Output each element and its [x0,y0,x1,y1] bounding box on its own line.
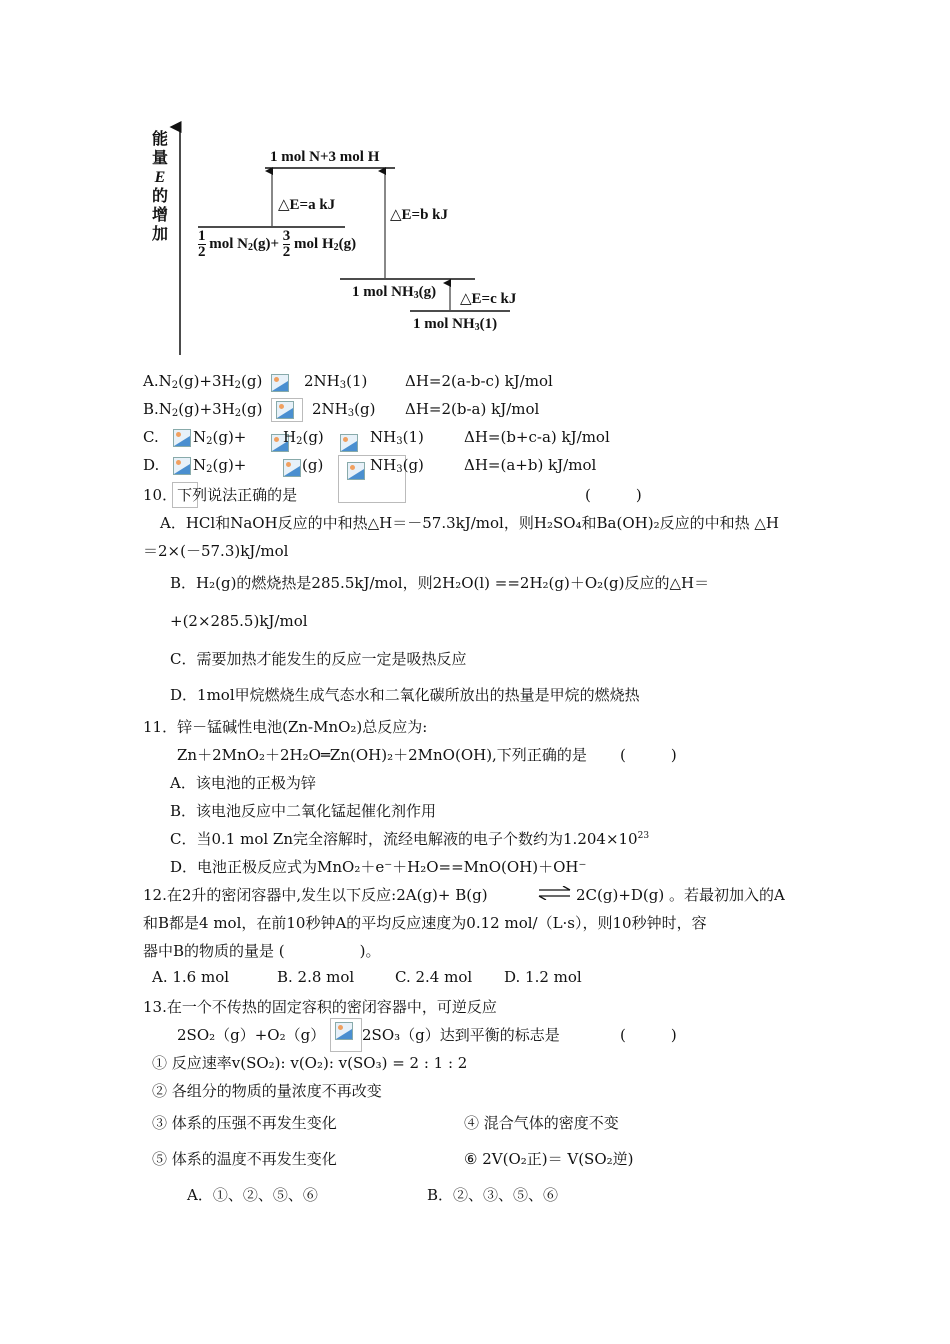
q11-option-c: C．当0.1 mol Zn完全溶解时，流经电解液的电子个数约为$1.204\times 10^{23}$ [170,830,650,848]
q11-option-d: D．电池正极反应式为MnO₂＋e⁻＋H₂O==MnO(OH)＋OH⁻ [170,858,587,876]
q12-option-a: A. 1.6 mol [152,968,230,986]
equilibrium-arrow-image-icon [276,401,294,419]
q9-option-c: C. [143,428,159,446]
q12-line-1b: 2C(g)+D(g) 。若最初加入的A [576,886,785,904]
q12-line-3: 器中B的物质的量是 ( )。 [143,942,381,960]
q10-option-b-cont: +(2×285.5)kJ/mol [170,612,308,630]
q10-answer-paren: ( ) [585,486,642,504]
q9-option-b: $B.N_2(g)+3H_2(g)$ [143,400,263,419]
nh3-liquid-label: 1 mol $NH_3(1)$ [413,316,498,333]
q9-d-dh: ΔH=(a+b) kJ/mol [464,456,597,474]
q12-line-1a: 12.在2升的密闭容器中,发生以下反应:2A(g)+ B(g) [143,886,488,904]
equilibrium-arrow-image-icon [347,462,365,480]
delta-a-label: △E=a kJ [278,197,336,213]
q12-line-2: 和B都是4 mol，在前10秒钟A的平均反应速度为0.12 mol/（L·s），则10秒钟时，容 [143,914,707,932]
q9-a-product: $2NH_3(1)$ [304,372,368,391]
reactants-label: $\frac{1}{2}$ mol $N_2(g)+$ $\frac{3}{2}$ mol $H_2(g)$ [198,228,357,260]
q11-option-a: A．该电池的正极为锌 [170,774,316,792]
q12-option-c: C. 2.4 mol [395,968,473,986]
fraction-image-icon [173,457,191,475]
q9-b-dh: ΔH=2(b-a) kJ/mol [405,400,540,418]
q11-answer-paren: ( ) [620,746,677,764]
nh3-gas-label: 1 mol $NH_3(g)$ [352,284,437,301]
q9-d-product: $NH_3(g)$ [370,456,424,475]
fraction-image-icon [173,429,191,447]
q11-equation: Zn＋2MnO₂＋2H₂O═Zn(OH)₂＋2MnO(OH),下列正确的是 [177,746,587,764]
q12-option-b: B. 2.8 mol [277,968,355,986]
q10-option-a-cont: ＝2×(－57.3)kJ/mol [143,542,289,560]
delta-b-label: △E=b kJ [390,207,449,223]
q13-equation-right: 2SO₃（g）达到平衡的标志是 [362,1026,560,1044]
q9-d-n2: $N_2(g)+$ [193,456,247,475]
q10-option-a: A．HCl和NaOH反应的中和热△H＝－57.3kJ/mol，则H₂SO₄和Ba(OH)₂反应的中和热 △H [160,514,779,532]
equilibrium-arrow-image-icon [271,374,289,392]
q9-c-product: $NH_3(1)$ [370,428,424,447]
q13-item-4: ④ 混合气体的密度不变 [464,1114,619,1132]
q13-item-2: ② 各组分的物质的量浓度不再改变 [152,1082,382,1100]
q9-b-product: $2NH_3(g)$ [312,400,376,419]
q13-option-a: A．①、②、⑤、⑥ [187,1186,318,1204]
q13-equation-left: 2SO₂（g）+O₂（g） [177,1026,326,1044]
q13-item-6: ⑥ 2V(O₂正)＝ V(SO₂逆) [464,1150,634,1168]
q12-option-d: D. 1.2 mol [504,968,582,986]
reversible-arrow-icon [538,886,572,900]
q9-c-n2: $N_2(g)+$ [193,428,247,447]
energy-axis-label: 能 量 E 的 增 加 [151,131,168,243]
q10-option-d: D．1mol甲烷燃烧生成气态水和二氧化碳所放出的热量是甲烷的燃烧热 [170,686,640,704]
equilibrium-arrow-image-icon [340,434,358,452]
q10-option-b: B．H₂(g)的燃烧热是285.5kJ/mol，则2H₂O(l) ==2H₂(g)＋O₂(g)反应的△H＝ [170,574,710,592]
q11-stem: 11．锌－锰碱性电池(Zn-MnO₂)总反应为: [143,718,428,736]
q13-option-b: B．②、③、⑤、⑥ [427,1186,559,1204]
q9-option-a: $A.N_2(g)+3H_2(g)$ [143,372,263,391]
q11-option-b: B．该电池反应中二氧化锰起催化剂作用 [170,802,437,820]
q9-d-h2: (g) [302,456,324,474]
delta-c-label: △E=c kJ [460,291,517,307]
q13-stem: 13.在一个不传热的固定容积的密闭容器中，可逆反应 [143,998,497,1016]
energy-diagram-lines [0,0,950,370]
q10-stem: 10．下列说法正确的是 [143,486,298,504]
q9-a-dh: ΔH=2(a-b-c) kJ/mol [405,372,553,390]
q13-item-3: ③ 体系的压强不再发生变化 [152,1114,337,1132]
q9-c-h2: $H_2(g)$ [283,428,324,447]
equilibrium-arrow-image-icon [335,1022,353,1040]
q9-option-d: D. [143,456,160,474]
q13-answer-paren: ( ) [620,1026,677,1044]
top-level-label: 1 mol N+3 mol H [270,149,380,165]
q13-item-1: ① 反应速率v(SO₂): v(O₂): v(SO₃) = 2 : 1 : 2 [152,1054,468,1072]
q9-c-dh: ΔH=(b+c-a) kJ/mol [464,428,610,446]
q10-option-c: C．需要加热才能发生的反应一定是吸热反应 [170,650,467,668]
fraction-image-icon [283,459,301,477]
q13-item-5: ⑤ 体系的温度不再发生变化 [152,1150,337,1168]
